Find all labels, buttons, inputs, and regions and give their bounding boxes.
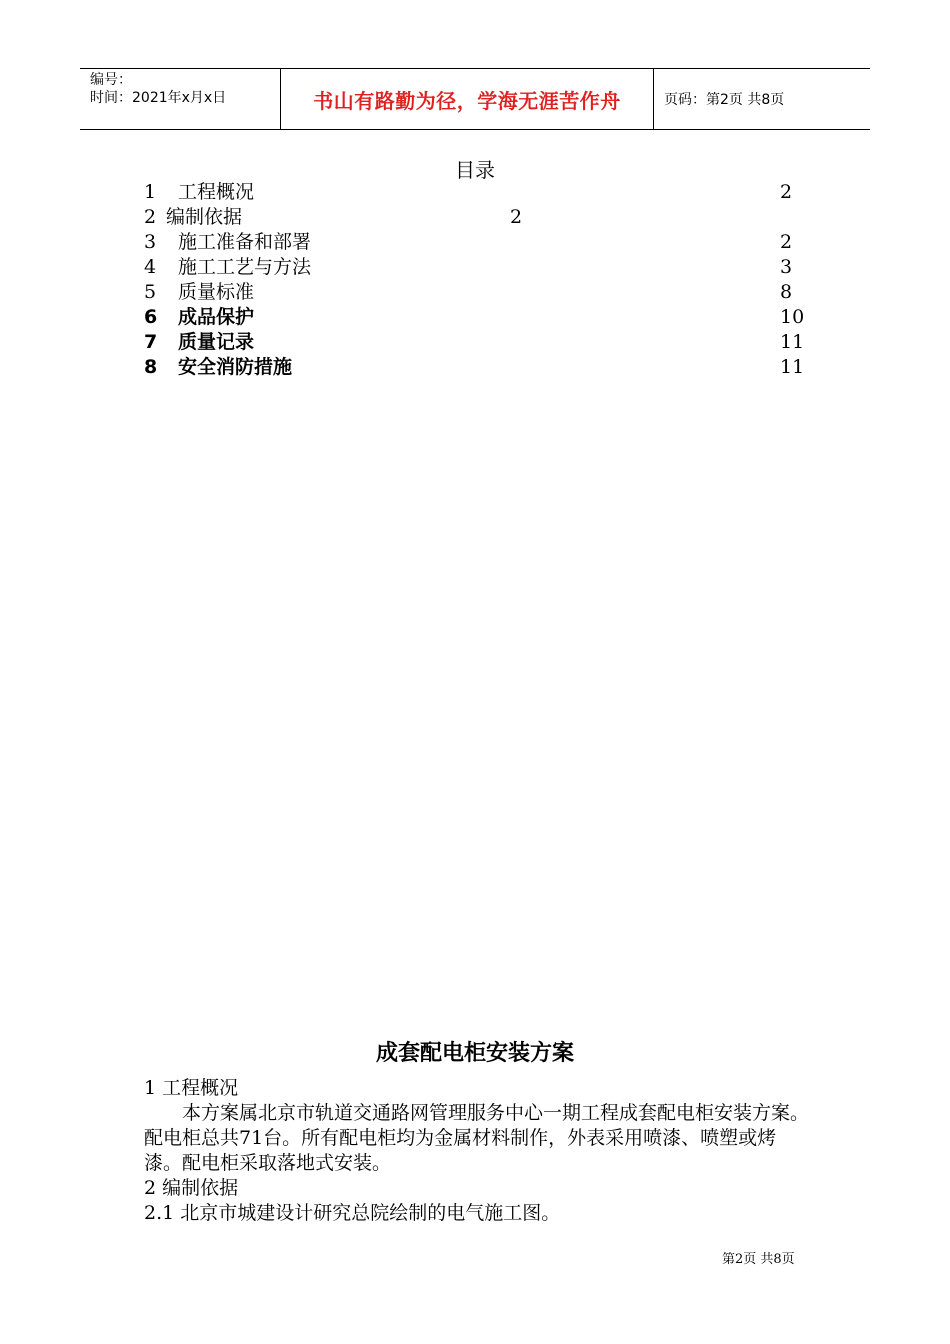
header-meta <box>80 69 281 129</box>
toc-item-label: 质量记录 <box>178 331 255 353</box>
toc-item[interactable] <box>144 230 311 254</box>
toc-item-number: 4 <box>144 256 157 278</box>
toc-item-label: 编制依据 <box>166 206 243 228</box>
toc-title: 目录 <box>455 158 495 182</box>
toc-item-label: 施工工艺与方法 <box>178 256 312 278</box>
toc-item-page: 10 <box>780 306 805 328</box>
document-title: 成套配电柜安装方案 <box>375 1041 574 1066</box>
toc-item[interactable] <box>144 180 254 204</box>
toc-item[interactable] <box>144 355 292 379</box>
toc-item-label: 成品保护 <box>178 306 255 328</box>
toc-item-label: 质量标准 <box>178 281 255 303</box>
section-paragraph: 2.1 北京市城建设计研究总院绘制的电气施工图。 <box>144 1202 561 1224</box>
toc-item-number: 2 <box>144 206 157 228</box>
header-number-label: 编号： <box>90 72 132 88</box>
toc-item-label: 施工准备和部署 <box>178 231 312 253</box>
toc-item-label: 安全消防措施 <box>178 356 293 378</box>
header-time-label: 时间：2021年x月x日 <box>90 90 227 106</box>
toc-item[interactable] <box>144 330 254 354</box>
toc-item[interactable] <box>144 205 242 229</box>
header-page-label: 页码：第2页 共8页 <box>664 92 785 108</box>
toc-item-page: 2 <box>780 181 793 203</box>
page-footer: 第2页 共8页 <box>722 1252 795 1267</box>
toc-item-number: 1 <box>144 181 157 203</box>
toc-item-number: 6 <box>144 306 158 328</box>
toc-item-page: 8 <box>780 281 793 303</box>
page-header <box>80 68 870 130</box>
toc-item-page: 3 <box>780 256 793 278</box>
toc-item-page: 2 <box>780 231 793 253</box>
toc-item-label: 工程概况 <box>178 181 255 203</box>
toc-item-number: 7 <box>144 331 158 353</box>
toc-item-number: 8 <box>144 356 158 378</box>
header-motto: 书山有路勤为径，学海无涯苦作舟 <box>281 69 654 129</box>
toc-item-number: 5 <box>144 281 157 303</box>
toc-item[interactable] <box>144 305 254 329</box>
toc-item[interactable] <box>144 255 311 279</box>
section-paragraph: 本方案属北京市轨道交通路网管理服务中心一期工程成套配电柜安装方案。配电柜总共71台。所有配电柜均为金属材料制作，外表采用喷漆、喷塑或烤漆。配电柜采取落地式安装。 <box>144 1102 810 1174</box>
toc-item-page: 2 <box>510 206 523 228</box>
toc-item-page: 11 <box>780 331 805 353</box>
section-heading: 1 工程概况 <box>144 1077 239 1099</box>
toc-item-number: 3 <box>144 231 157 253</box>
section-heading: 2 编制依据 <box>144 1177 239 1199</box>
toc-item[interactable] <box>144 280 254 304</box>
toc-item-page: 11 <box>780 356 805 378</box>
